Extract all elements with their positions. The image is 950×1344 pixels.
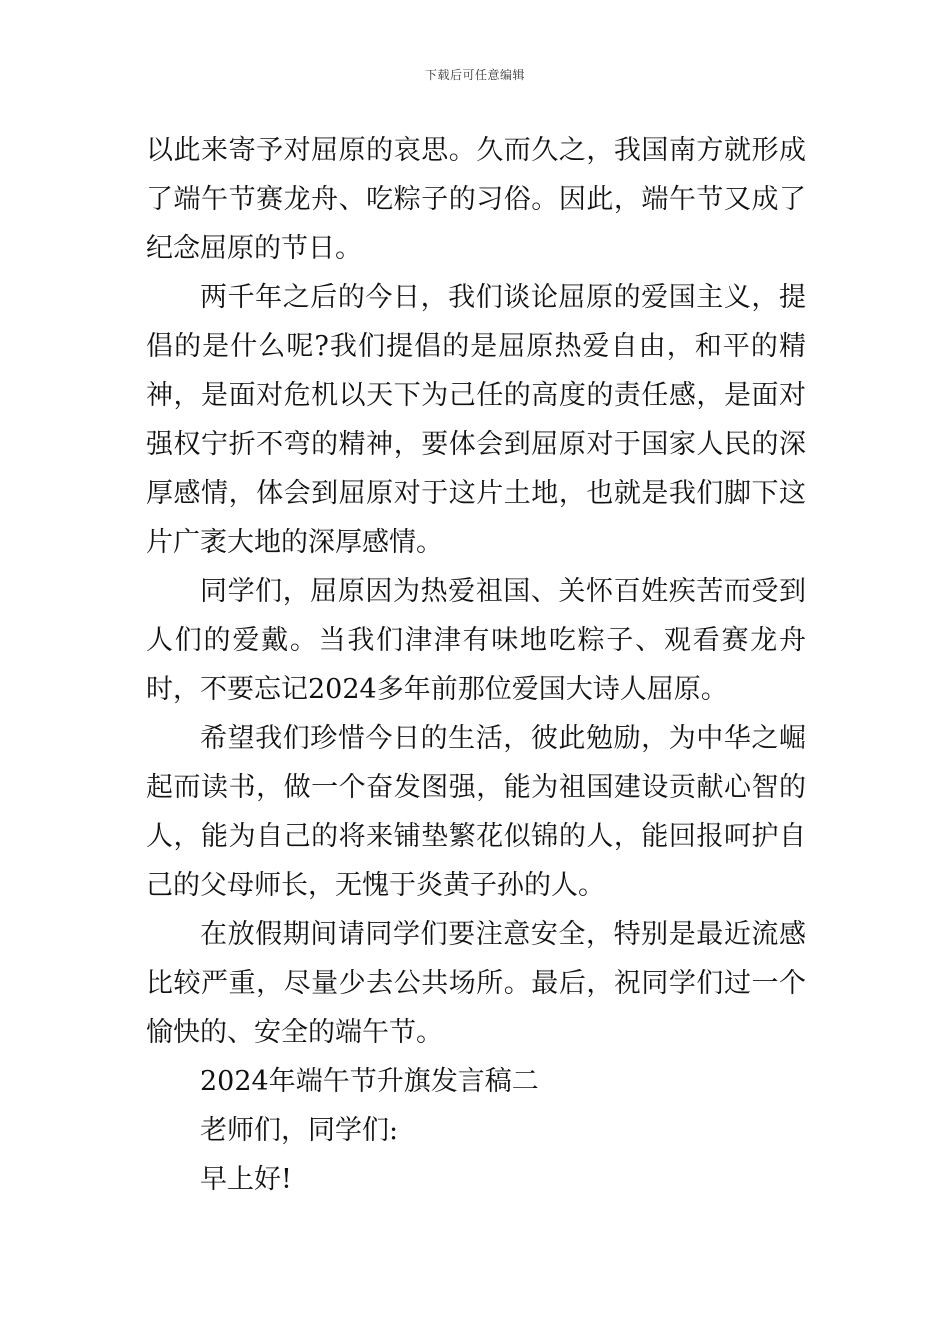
section-title: 2024年端午节升旗发言稿二 xyxy=(200,1066,539,1097)
paragraph: 两千年之后的今日，我们谈论屈原的爱国主义，提倡的是什么呢?我们提倡的是屈原热爱自由，和平的精神，是面对危机以天下为己任的高度的责任感，是面对强权宁折不弯的精神，要体会到屈原对于国家人民的深厚感情，体会到屈原对于这片土地，也就是我们脚下这片广袤大地的深厚感情。 xyxy=(146,282,806,558)
paragraph-continuation: 以此来寄予对屈原的哀思。久而久之，我国南方就形成了端午节赛龙舟、吃粽子的习俗。因此，端午节又成了纪念屈原的节日。 xyxy=(146,135,806,264)
paragraph: 在放假期间请同学们要注意安全，特别是最近流感比较严重，尽量少去公共场所。最后，祝同学们过一个愉快的、安全的端午节。 xyxy=(146,919,806,1048)
paragraph: 希望我们珍惜今日的生活，彼此勉励，为中华之崛起而读书，做一个奋发图强，能为祖国建设贡献心智的人，能为自己的将来铺垫繁花似锦的人，能回报呵护自己的父母师长，无愧于炎黄子孙的人。 xyxy=(146,723,806,901)
paragraph: 同学们，屈原因为热爱祖国、关怀百姓疾苦而受到人们的爱戴。当我们津津有味地吃粽子、观看赛龙舟时，不要忘记2024多年前那位爱国大诗人屈原。 xyxy=(146,576,806,705)
page-header: 下载后可任意编辑 xyxy=(424,68,525,82)
salutation: 老师们，同学们: xyxy=(200,1115,399,1146)
greeting: 早上好! xyxy=(200,1164,292,1195)
document-body xyxy=(146,126,806,1204)
